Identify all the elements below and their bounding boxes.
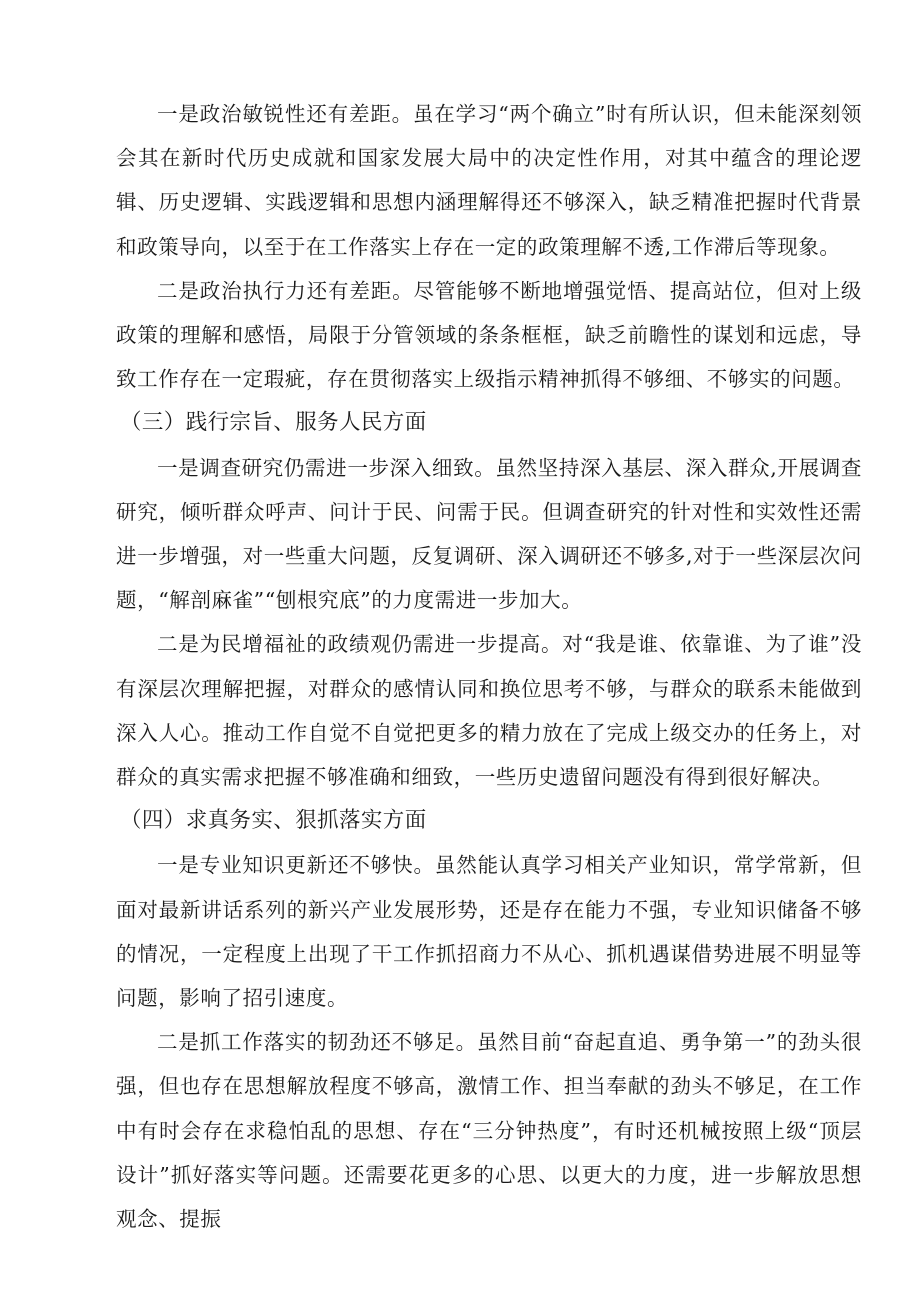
section-heading-serve-people: （三）践行宗旨、服务人民方面: [120, 410, 427, 436]
paragraph-political-sensitivity: 一是政治敏锐性还有差距。虽在学习“两个确立”时有所认识，但未能深刻领会其在新时代历史成就和国家发展大局中的决定性作用，对其中蕴含的理论逻辑、历史逻辑、实践逻辑和思想内涵理解得还不够深入，缺乏精准把握时代背景和政策导向，以至于在工作落实上存在一定的政策理解不透,工作滞后等现象。: [116, 102, 862, 259]
document-body: [116, 92, 862, 1241]
section-heading-pragmatic-implementation: （四）求真务实、狠抓落实方面: [120, 808, 427, 834]
section-heading-3-wrap: [116, 401, 862, 445]
paragraph-professional-knowledge: 一是专业知识更新还不够快。虽然能认真学习相关产业知识，常学常新，但面对最新讲话系列的新兴产业发展形势，还是存在能力不强，专业知识储备不够的情况，一定程度上出现了干工作抓招商力不从心、抓机遇谋借势进展不明显等问题，影响了招引速度。: [116, 853, 862, 1011]
paragraph-investigation-research: 一是调查研究仍需进一步深入细致。虽然坚持深入基层、深入群众,开展调查研究，倾听群众呼声、问计于民、问需于民。但调查研究的针对性和实效性还需进一步增强，对一些重大问题，反复调研、深入调研还不够多,对于一些深层次问题，“解剖麻雀”“刨根究底”的力度需进一步加大。: [116, 455, 862, 613]
section-heading-4-wrap: [116, 799, 862, 843]
paragraph-political-execution: 二是政治执行力还有差距。尽管能够不断地增强觉悟、提高站位，但对上级政策的理解和感悟，局限于分管领域的条条框框，缺乏前瞻性的谋划和远虑，导致工作存在一定瑕疵，存在贯彻落实上级指示精神抓得不够细、不够实的问题。: [116, 278, 862, 392]
paragraph-work-tenacity: 二是抓工作落实的韧劲还不够足。虽然目前“奋起直追、勇争第一”的劲头很强，但也存在思想解放程度不够高，激情工作、担当奉献的劲头不够足，在工作中有时会存在求稳怕乱的思想、存在“三分钟热度”，有时还机械按照上级“顶层设计”抓好落实等问题。还需要花更多的心思、以更大的力度，进一步解放思想观念、提振: [116, 1030, 862, 1232]
paragraph-performance-view: 二是为民增福祉的政绩观仍需进一步提高。对“我是谁、依靠谁、为了谁”没有深层次理解把握，对群众的感情认同和换位思考不够，与群众的联系未能做到深入人心。推动工作自觉不自觉把更多的精力放在了完成上级交办的任务上，对群众的真实需求把握不够准确和细致，一些历史遗留问题没有得到很好解决。: [116, 632, 862, 790]
